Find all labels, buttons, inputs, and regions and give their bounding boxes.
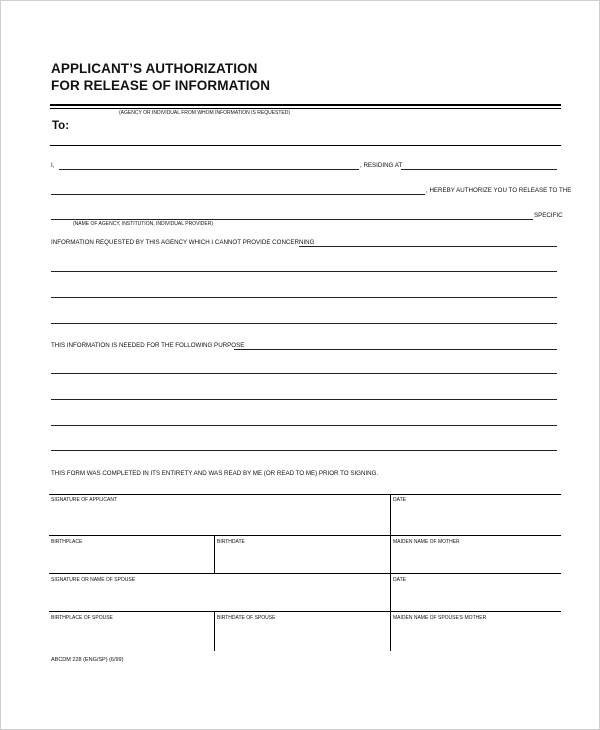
completed-statement: THIS FORM WAS COMPLETED IN ITS ENTIRETY AND WAS READ BY ME (OR READ TO ME) PRIOR TO SIGNING.: [51, 470, 379, 477]
form-title-line-2: FOR RELEASE OF INFORMATION: [51, 78, 271, 93]
maiden-spouse-mother-cell[interactable]: [391, 611, 561, 651]
agency-caption: (AGENCY OR INDIVIDUAL FROM WHOM INFORMATION IS REQUESTED): [119, 110, 291, 116]
purpose-line-2[interactable]: [51, 373, 557, 374]
info-requested-line-2[interactable]: [51, 271, 557, 272]
date-1-label: DATE: [393, 497, 406, 503]
footer-form-code: ABCDM 228 (ENG/SP) (6/99): [51, 657, 124, 663]
signature-applicant-label: SIGNATURE OF APPLICANT: [51, 497, 118, 503]
signature-table: [49, 494, 561, 651]
applicant-name-field[interactable]: [59, 169, 359, 170]
maiden-mother-cell[interactable]: [391, 535, 561, 573]
provider-caption: (NAME OF AGENCY, INSTITUTION, INDIVIDUAL PROVIDER): [73, 221, 214, 227]
purpose-label: THIS INFORMATION IS NEEDED FOR THE FOLLOWING PURPOSE: [51, 342, 245, 349]
purpose-line-4[interactable]: [51, 425, 557, 426]
specific-label: SPECIFIC: [534, 212, 563, 219]
info-requested-line-3[interactable]: [51, 297, 557, 298]
signature-spouse-cell[interactable]: [49, 573, 391, 611]
maiden-spouse-mother-label: MAIDEN NAME OF SPOUSE'S MOTHER: [393, 615, 487, 621]
provider-name-field[interactable]: [51, 219, 533, 220]
date-1-cell[interactable]: [391, 494, 561, 535]
birthdate-spouse-cell[interactable]: [215, 611, 391, 651]
info-requested-line-4[interactable]: [51, 323, 557, 324]
residence-field[interactable]: [401, 169, 557, 170]
maiden-mother-label: MAIDEN NAME OF MOTHER: [393, 539, 460, 545]
birthplace-spouse-cell[interactable]: [49, 611, 215, 651]
header-rule-thick: [50, 104, 561, 106]
birthdate-spouse-label: BIRTHDATE OF SPOUSE: [217, 615, 276, 621]
birthdate-cell[interactable]: [215, 535, 391, 573]
form-title-line-1: APPLICANT’S AUTHORIZATION: [51, 61, 258, 76]
info-requested-label: INFORMATION REQUESTED BY THIS AGENCY WHICH I CANNOT PROVIDE CONCERNING: [51, 239, 315, 246]
signature-applicant-cell[interactable]: [49, 494, 391, 535]
info-requested-field[interactable]: [299, 246, 557, 247]
birthplace-cell[interactable]: [49, 535, 215, 573]
header-rule-thin: [50, 108, 561, 109]
date-2-cell[interactable]: [391, 573, 561, 611]
birthplace-label: BIRTHPLACE: [51, 539, 83, 545]
hereby-authorize-label: , HEREBY AUTHORIZE YOU TO RELEASE TO THE: [426, 187, 572, 194]
to-label: To:: [52, 120, 70, 132]
to-rule: [50, 145, 561, 146]
address-continued-field[interactable]: [51, 194, 425, 195]
date-2-label: DATE: [393, 577, 406, 583]
purpose-line-3[interactable]: [51, 399, 557, 400]
residing-label: , RESIDING AT: [360, 162, 403, 169]
purpose-line-5[interactable]: [51, 450, 557, 451]
purpose-field[interactable]: [234, 349, 557, 350]
signature-spouse-label: SIGNATURE OR NAME OF SPOUSE: [51, 577, 136, 583]
birthdate-label: BIRTHDATE: [217, 539, 245, 545]
i-label: I,: [51, 162, 55, 169]
birthplace-spouse-label: BIRTHPLACE OF SPOUSE: [51, 615, 113, 621]
